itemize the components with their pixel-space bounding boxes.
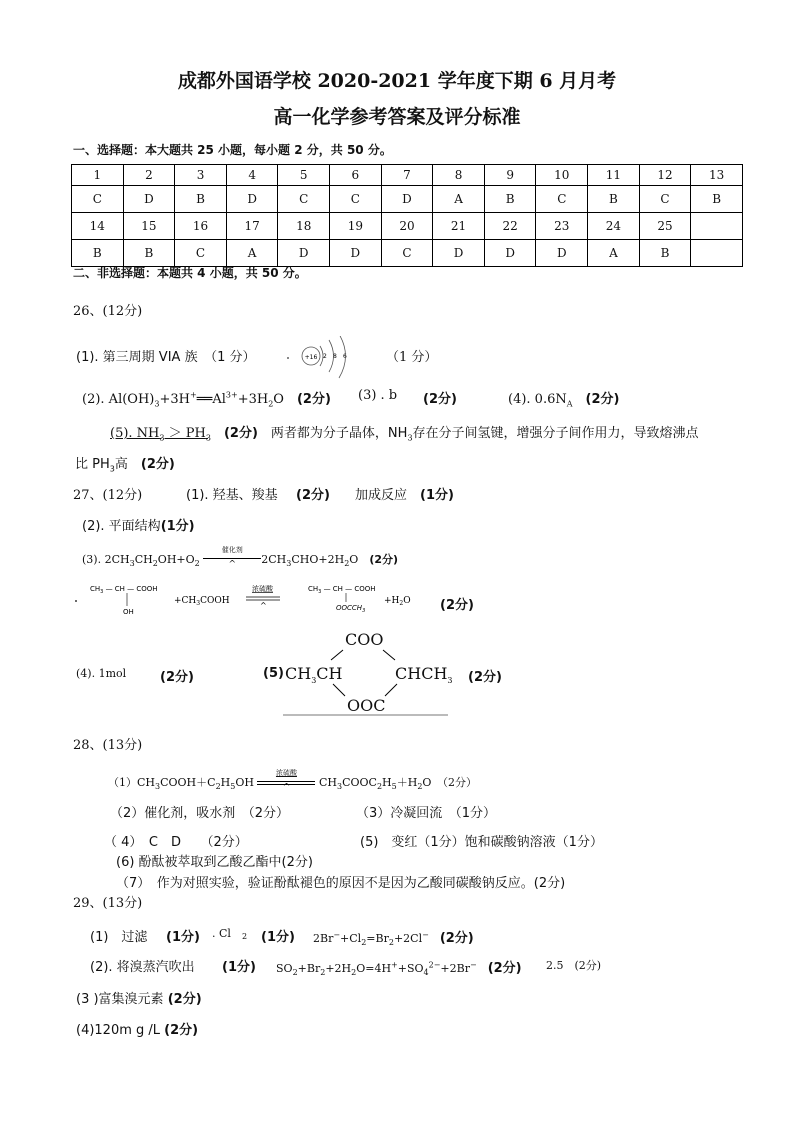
table-cell: 5: [278, 165, 330, 186]
q29-part1-score: (1分): [166, 930, 200, 945]
esterification-equation: [74, 582, 434, 622]
q27-part1b-score: (1分): [420, 488, 454, 503]
ring-bottom-group: OOC: [347, 696, 386, 715]
ring-left-group: $CH_3CH$: [285, 664, 343, 686]
table-cell: C: [72, 186, 124, 213]
table-cell: B: [484, 186, 536, 213]
q26-part5-tail-text2: 高: [114, 457, 128, 472]
table-cell: B: [639, 240, 691, 267]
q26-part3: (3) . b: [358, 388, 398, 403]
page-subtitle: 高一化学参考答案及评分标准: [273, 106, 521, 128]
q26-part3-score: (2分): [423, 392, 457, 407]
table-row: [72, 240, 743, 267]
q28-part1-text: （1）CH: [108, 776, 156, 789]
svg-text:+CH3COOH: $+CH_3COOH$: [174, 596, 230, 607]
reaction-arrow-reversible: 浓硫酸 ^: [257, 776, 315, 790]
table-cell: 1: [72, 165, 124, 186]
q26-part2-text: (2). Al(OH): [82, 392, 155, 407]
q29-part3-text: (3 )富集溴元素: [76, 992, 164, 1007]
q27-part3b-score: (2分): [440, 598, 474, 613]
table-cell: 22: [484, 213, 536, 240]
ring-right-group: $CHCH_3$: [395, 664, 453, 686]
table-cell: D: [484, 240, 536, 267]
table-cell: [691, 240, 743, 267]
q26-heading: 26、(12分): [73, 304, 143, 319]
q26-part1: (1). 第三周期 VIA 族 （1 分）: [76, 350, 256, 365]
q26-part4-text: (4). 0.6N: [508, 392, 567, 407]
table-cell: 24: [588, 213, 640, 240]
q27-part1-score: (2分): [296, 488, 330, 503]
table-row: [72, 186, 743, 213]
ring-right-text: CHCH: [395, 664, 448, 683]
table-cell: 3: [175, 165, 227, 186]
table-cell: 17: [226, 213, 278, 240]
table-cell: 7: [381, 165, 433, 186]
q26-part2: (2). $Al(OH)_3+3H^+══Al^{3+}+3H_2O$ (2分): [82, 390, 331, 409]
q28-part2: （2）催化剂，吸水剂 （2分）: [110, 806, 290, 821]
q27-part1: (1). 羟基、羧基: [186, 488, 278, 503]
arrow-label-conc-acid: 浓硫酸: [275, 769, 297, 777]
table-cell: B: [72, 240, 124, 267]
q29-part1b-score: (1分): [261, 930, 295, 945]
q28-heading: 28、(13分): [73, 738, 143, 753]
table-cell: C: [330, 186, 382, 213]
q29-cl-subscript: 2: [242, 932, 248, 941]
table-cell: 23: [536, 213, 588, 240]
table-cell: 10: [536, 165, 588, 186]
sulfur-atom-structure-diagram: [282, 336, 362, 376]
svg-text:6: 6: [343, 353, 347, 360]
table-cell: D: [226, 186, 278, 213]
q29-part2b: $SO_2+Br_2+2H_2O=4H^++SO_4^{2-}+2Br^-$ (2分): [276, 960, 522, 978]
q27-part3-text: (3). 2CH: [82, 553, 130, 566]
table-cell: A: [226, 240, 278, 267]
table-cell: D: [330, 240, 382, 267]
q29-part1c: $2Br^-+Cl_2=Br_2+2Cl^-$ (2分): [313, 930, 474, 948]
q29-part4-text: (4)120m g /L: [76, 1023, 161, 1038]
table-cell: 8: [433, 165, 485, 186]
table-cell: 12: [639, 165, 691, 186]
q26-part5-tail-score: (2分): [140, 457, 175, 472]
svg-text:浓硫酸: 浓硫酸: [252, 585, 273, 593]
q27-part4: (4). 1mol: [76, 667, 127, 680]
q27-part5: (5): [263, 666, 284, 681]
table-cell: 19: [330, 213, 382, 240]
q26-part5: (5). $NH_3 > PH_3$ (2分) 两者都为分子晶体，$NH_3$存在分子间氢键，增强分子间作用力，导致熔沸点: [110, 426, 699, 443]
q26-part5-expr: (5). NH: [110, 426, 160, 441]
q26-part5-tail-text: 比 PH: [75, 457, 110, 472]
table-cell: 14: [72, 213, 124, 240]
q29-part4: [76, 1019, 198, 1038]
table-cell: C: [536, 186, 588, 213]
table-cell: 11: [588, 165, 640, 186]
page-title: 成都外国语学校 2020-2021 学年度下期 6 月月考: [177, 70, 617, 92]
q27-heading: 27、(12分): [73, 488, 143, 503]
table-cell: C: [175, 240, 227, 267]
table-cell: D: [278, 240, 330, 267]
q29-part2b-score: (2分): [487, 961, 522, 976]
table-cell: [691, 213, 743, 240]
q28-part4: （ 4） C D （2分）: [104, 835, 248, 850]
q29-part3: [76, 988, 202, 1007]
svg-text:^: ^: [260, 601, 267, 610]
q29-part1: (1) 过滤: [90, 930, 148, 945]
q29-part1b: . Cl: [212, 927, 231, 940]
svg-text:8: 8: [333, 353, 337, 360]
q27-part3-score: (2分): [369, 553, 399, 566]
q29-part2c: 2.5 (2分): [546, 959, 602, 972]
q26-part5-tail: 比 $PH_3$高 (2分): [75, 457, 175, 474]
svg-text:CH3 — CH — COOH: $CH_3$ — CH — COOH: [308, 585, 376, 595]
table-cell: B: [175, 186, 227, 213]
q28-part1-score: （2分）: [442, 776, 477, 789]
arrow-label-catalyst: 催化剂: [221, 546, 243, 554]
table-cell: D: [123, 186, 175, 213]
q29-part3-score: (2分): [167, 992, 202, 1007]
table-row: [72, 213, 743, 240]
svg-text:OOCCH3: $OOCCH_3$: [336, 604, 366, 614]
reaction-arrow: 催化剂 ^: [203, 553, 261, 567]
svg-text:OH: OH: [123, 608, 134, 616]
q27-part2-text: (2). 平面结构: [82, 519, 161, 534]
q29-part1c-score: (2分): [439, 931, 474, 946]
q27-part2-score: (1分): [160, 519, 195, 534]
table-cell: D: [536, 240, 588, 267]
q26-part1-score: （1 分）: [386, 350, 438, 365]
section2-heading: 二、非选择题：本题共 4 小题，共 50 分。: [73, 266, 307, 280]
table-cell: B: [123, 240, 175, 267]
table-cell: B: [691, 186, 743, 213]
q26-part4: (4). $0.6N_A$ (2分): [508, 392, 620, 409]
q29-part2-score: (1分): [222, 960, 256, 975]
q27-part3: (3). $2CH_3CH_2OH+O_2$ 催化剂 ^ $2CH_3CHO+2H_2O$ (2分): [82, 546, 399, 570]
section1-heading: 一、选择题：本大题共 25 小题，每小题 2 分，共 50 分。: [73, 143, 392, 157]
ring-top-group: COO: [345, 630, 384, 649]
table-cell: 9: [484, 165, 536, 186]
table-cell: 21: [433, 213, 485, 240]
ring-left-text: CH: [285, 664, 312, 683]
table-cell: C: [278, 186, 330, 213]
q26-part4-score: (2分): [585, 392, 620, 407]
table-cell: A: [588, 240, 640, 267]
q27-part2: [82, 515, 195, 534]
table-cell: 18: [278, 213, 330, 240]
q28-part7: （7） 作为对照实验，验证酚酞褪色的原因不是因为乙酸同碳酸钠反应。(2分): [116, 876, 566, 891]
table-cell: 15: [123, 213, 175, 240]
q27-part5-score: (2分): [468, 670, 502, 685]
svg-text:+H2O: $+H_2O$: [384, 596, 411, 607]
q28-part3: （3）冷凝回流 （1分）: [356, 806, 497, 821]
table-cell: 4: [226, 165, 278, 186]
table-cell: 2: [123, 165, 175, 186]
table-cell: 16: [175, 213, 227, 240]
table-cell: D: [433, 240, 485, 267]
q26-part2-score: (2分): [296, 392, 331, 407]
table-cell: 25: [639, 213, 691, 240]
q29-heading: 29、(13分): [73, 896, 143, 911]
svg-text:2: 2: [323, 353, 327, 360]
q29-part2: (2). 将溴蒸汽吹出: [90, 960, 195, 975]
q28-part5: (5) 变红（1分）饱和碳酸钠溶液（1分）: [360, 835, 603, 850]
table-cell: 13: [691, 165, 743, 186]
table-cell: 6: [330, 165, 382, 186]
q28-part6: (6) 酚酞被萃取到乙酸乙酯中(2分): [116, 855, 313, 870]
table-cell: C: [639, 186, 691, 213]
q26-part5-reason: 两者都为分子晶体，NH: [270, 426, 408, 441]
svg-text:+16: +16: [304, 354, 318, 361]
svg-text:CH3 — CH — COOH: $CH_3$ — CH — COOH: [90, 585, 158, 595]
q26-part5-score: (2分): [223, 426, 258, 441]
q27-part1b: 加成反应: [355, 488, 408, 503]
q27-part4-score: (2分): [160, 670, 194, 685]
table-cell: C: [381, 240, 433, 267]
table-cell: D: [381, 186, 433, 213]
table-cell: B: [588, 186, 640, 213]
q29-part4-score: (2分): [164, 1023, 199, 1038]
q26-part5-reason-cont: 存在分子间氢键，增强分子间作用力，导致熔沸点: [412, 426, 699, 441]
table-row: [72, 165, 743, 186]
q28-part1: $(1)CH_3COOH+C_2H_5OH$ 浓硫酸 ^ $CH_3COOC_2H_5+H_2O$ （2分）: [108, 769, 477, 793]
table-cell: A: [433, 186, 485, 213]
table-cell: 20: [381, 213, 433, 240]
answer-table: [71, 164, 743, 267]
